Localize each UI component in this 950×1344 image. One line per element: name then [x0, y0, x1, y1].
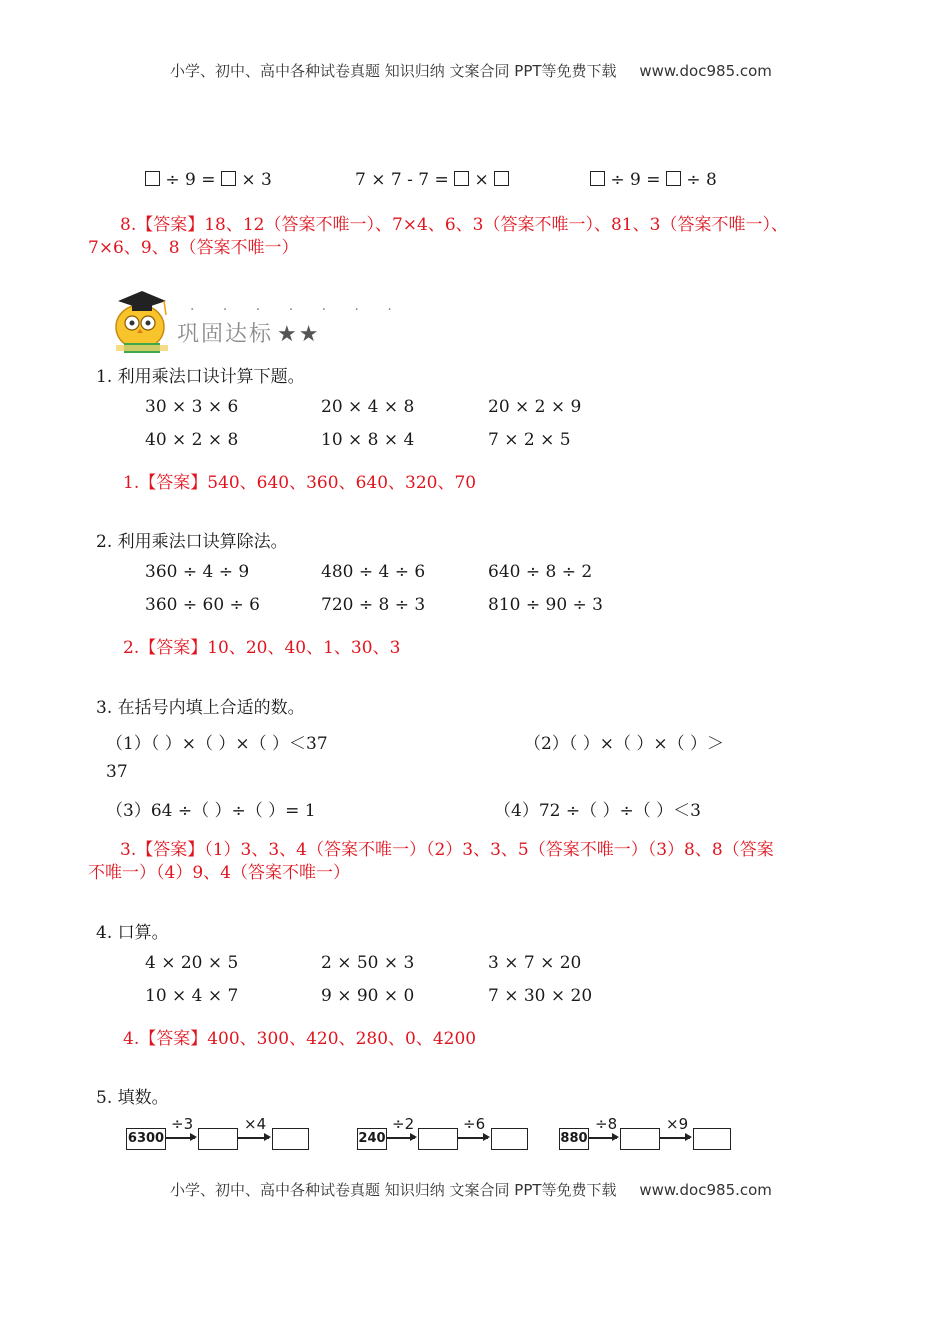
- blank-box: [454, 171, 469, 186]
- header-text: 小学、初中、高中各种试卷真题 知识归纳 文案合同 PPT等免费下载: [170, 62, 617, 80]
- q2-answer: 2.【答案】10、20、40、1、30、3: [123, 638, 401, 658]
- flow-start-box: 6300: [126, 1128, 166, 1150]
- q4-item: 2 × 50 × 3: [321, 953, 415, 973]
- q3-answer-line1: 3.【答案】（1）3、3、4（答案不唯一）（2）3、3、5（答案不唯一）（3）8、8（答案: [120, 840, 774, 860]
- q4-item: 3 × 7 × 20: [488, 953, 582, 973]
- q1-item: 10 × 8 × 4: [321, 430, 415, 450]
- answer-8-line1: 8.【答案】18、12（答案不唯一）、7×4、6、3（答案不唯一）、81、3（答案不唯一）、: [120, 215, 788, 235]
- flow-blank-box[interactable]: [693, 1128, 731, 1150]
- q1-answer: 1.【答案】540、640、360、640、320、70: [123, 473, 477, 493]
- flow-blank-box[interactable]: [198, 1128, 238, 1150]
- q1-item: 30 × 3 × 6: [145, 397, 239, 417]
- section-dots: · · · · · · ·: [190, 302, 404, 318]
- flow-operator: ÷6: [463, 1115, 486, 1133]
- q2-item: 360 ÷ 60 ÷ 6: [145, 595, 260, 615]
- footer-text: 小学、初中、高中各种试卷真题 知识归纳 文案合同 PPT等免费下载: [170, 1181, 617, 1199]
- q2-item: 480 ÷ 4 ÷ 6: [321, 562, 426, 582]
- flow-operator: ÷8: [595, 1115, 618, 1133]
- q4-item: 7 × 30 × 20: [488, 986, 593, 1006]
- arrow-icon: [588, 1137, 617, 1139]
- q3-part1: （1）（ ）×（ ）×（ ）＜37: [106, 734, 328, 754]
- q1-item: 7 × 2 × 5: [488, 430, 571, 450]
- q4-item: 4 × 20 × 5: [145, 953, 239, 973]
- flow-operator: ×9: [666, 1115, 689, 1133]
- q4-answer: 4.【答案】400、300、420、280、0、4200: [123, 1029, 477, 1049]
- blank-box: [666, 171, 681, 186]
- flow-blank-box[interactable]: [491, 1128, 528, 1150]
- q2-item: 810 ÷ 90 ÷ 3: [488, 595, 603, 615]
- flow-operator: ÷2: [392, 1115, 415, 1133]
- page-header: [170, 60, 772, 81]
- owl-mascot-icon: [110, 285, 172, 357]
- flow-blank-box[interactable]: [272, 1128, 309, 1150]
- arrow-icon: [457, 1137, 488, 1139]
- q3-part2-cont: 37: [106, 762, 128, 782]
- equation-3: ÷ 9 = ÷ 8: [590, 170, 717, 190]
- blank-box: [145, 171, 160, 186]
- q2-item: 720 ÷ 8 ÷ 3: [321, 595, 426, 615]
- flow-start-box: 240: [357, 1128, 387, 1150]
- q3-part3: （3）64 ÷（ ）÷（ ）= 1: [106, 801, 316, 821]
- q1-item: 20 × 2 × 9: [488, 397, 582, 417]
- q3-answer-line2: 不唯一）（4）9、4（答案不唯一）: [88, 863, 350, 883]
- arrow-icon: [237, 1137, 269, 1139]
- flow-operator: ÷3: [171, 1115, 194, 1133]
- section-stars: ★★: [277, 322, 321, 347]
- q1-item: 20 × 4 × 8: [321, 397, 415, 417]
- blank-box: [221, 171, 236, 186]
- page-footer: [170, 1179, 772, 1200]
- q3-part2: （2）（ ）×（ ）×（ ）＞: [524, 734, 725, 754]
- equation-1: ÷ 9 = × 3: [145, 170, 272, 190]
- blank-box: [590, 171, 605, 186]
- flow-blank-box[interactable]: [620, 1128, 660, 1150]
- q2-item: 360 ÷ 4 ÷ 9: [145, 562, 250, 582]
- q4-item: 9 × 90 × 0: [321, 986, 415, 1006]
- q4-title: 4. 口算。: [96, 923, 169, 943]
- q2-title: 2. 利用乘法口诀算除法。: [96, 532, 288, 552]
- q5-title: 5. 填数。: [96, 1088, 169, 1108]
- flow-operator: ×4: [244, 1115, 267, 1133]
- header-url: www.doc985.com: [639, 62, 772, 80]
- arrow-icon: [165, 1137, 195, 1139]
- q3-title: 3. 在括号内填上合适的数。: [96, 698, 305, 718]
- arrow-icon: [659, 1137, 690, 1139]
- equation-2: 7 × 7 - 7 = ×: [355, 170, 509, 190]
- answer-8-line2: 7×6、9、8（答案不唯一）: [88, 238, 299, 258]
- blank-box: [494, 171, 509, 186]
- q1-item: 40 × 2 × 8: [145, 430, 239, 450]
- flow-blank-box[interactable]: [418, 1128, 458, 1150]
- q1-title: 1. 利用乘法口诀计算下题。: [96, 367, 305, 387]
- arrow-icon: [386, 1137, 415, 1139]
- q3-part4: （4）72 ÷（ ）÷（ ）＜3: [494, 801, 701, 821]
- footer-url: www.doc985.com: [639, 1181, 772, 1199]
- section-title: 巩固达标 ★★: [177, 322, 321, 347]
- q2-item: 640 ÷ 8 ÷ 2: [488, 562, 593, 582]
- q4-item: 10 × 4 × 7: [145, 986, 239, 1006]
- flow-start-box: 880: [559, 1128, 589, 1150]
